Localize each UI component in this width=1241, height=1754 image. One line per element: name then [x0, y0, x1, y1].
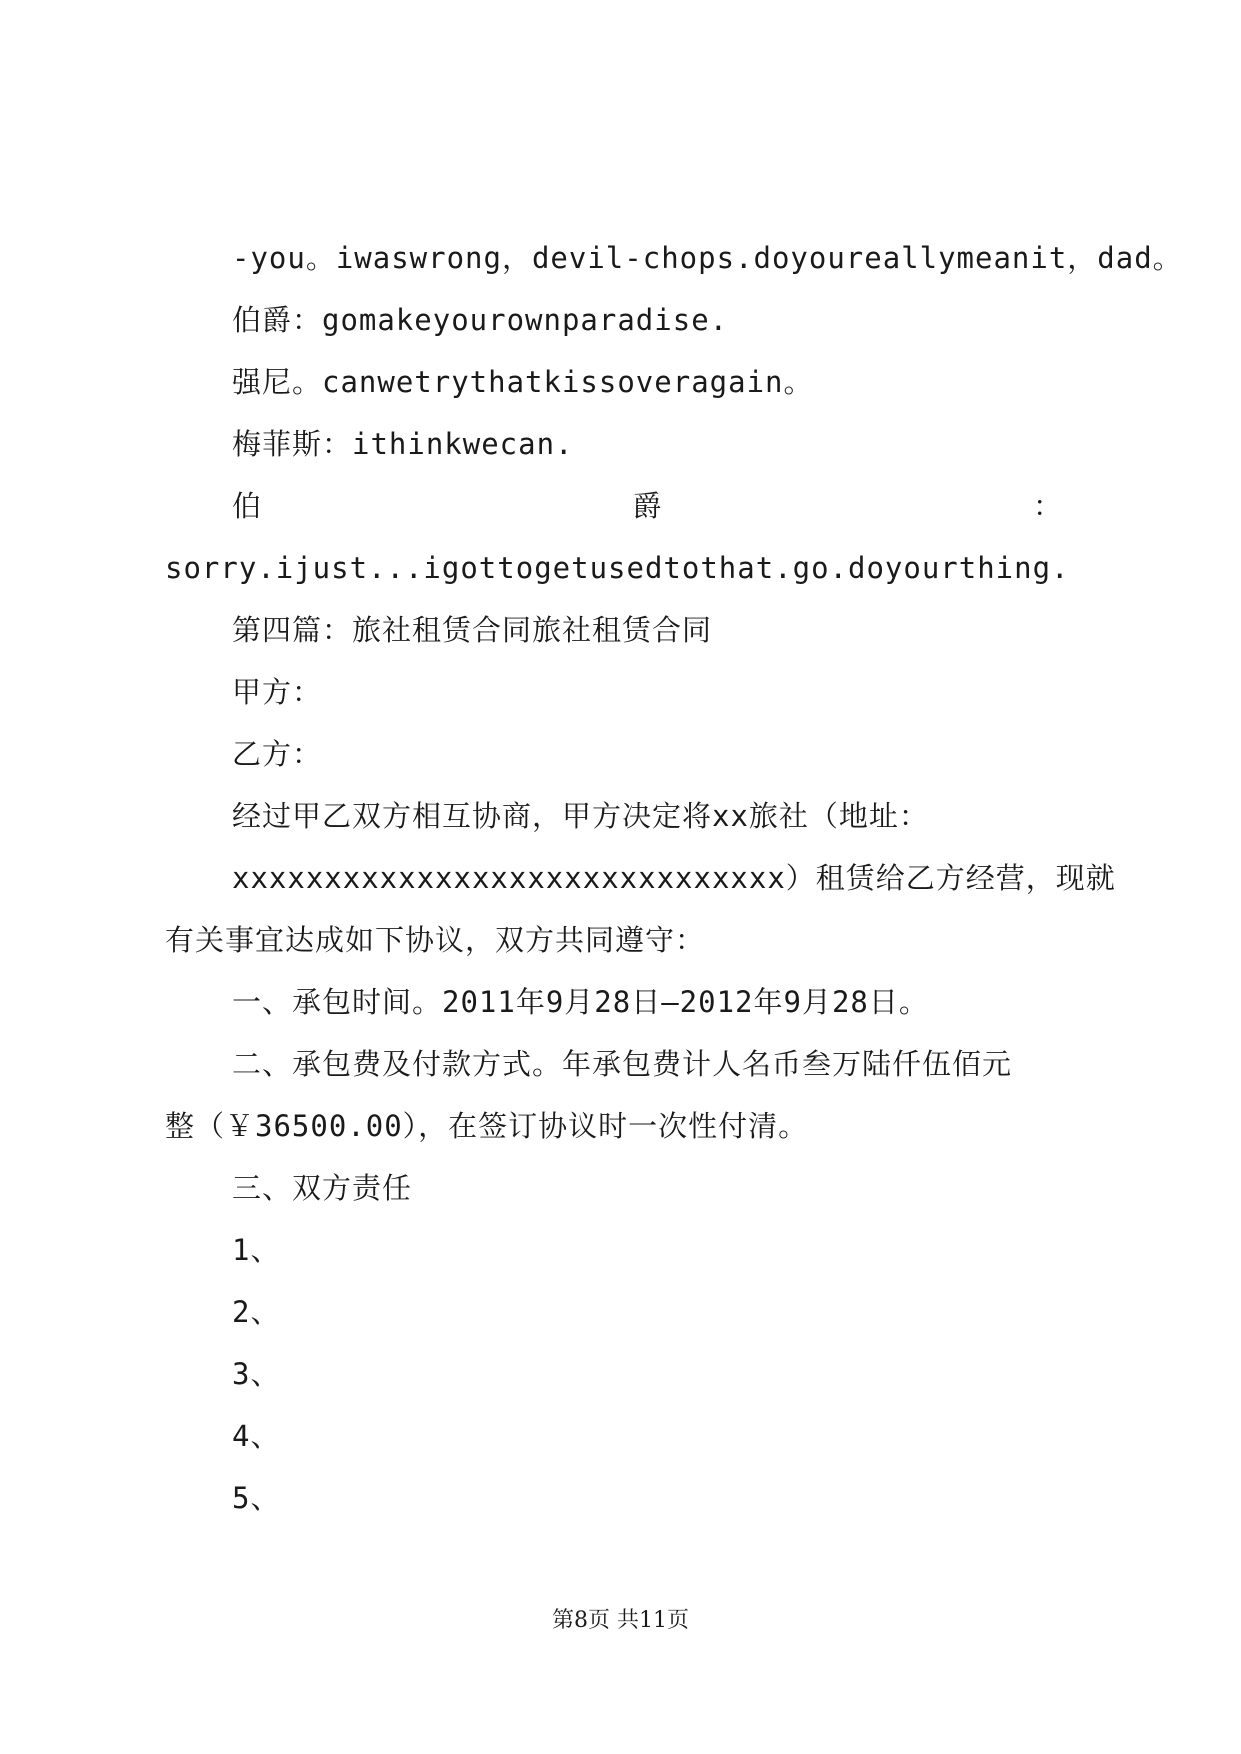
clause-line: 二、承包费及付款方式。年承包费计人名币叁万陆仟伍佰元 [232, 1047, 1013, 1081]
list-item: 1、 [232, 1233, 281, 1267]
clause-line: 一、承包时间。2011年9月28日—2012年9月28日。 [232, 985, 929, 1019]
page-footer: 第8页 共11页 [552, 1608, 689, 1633]
party-a-line: 甲方： [232, 675, 323, 709]
spread-part: 爵 [632, 489, 662, 523]
text-line: xxxxxxxxxxxxxxxxxxxxxxxxxxxxxx）租赁给乙方经营，现就 [232, 861, 1116, 895]
party-b-line: 乙方： [232, 737, 323, 771]
text-line: 经过甲乙双方相互协商，甲方决定将xx旅社（地址： [232, 799, 929, 833]
list-item: 3、 [232, 1357, 281, 1391]
text-line: 梅菲斯：ithinkwecan. [232, 427, 574, 461]
text-line: -you。iwaswrong，devil-chops.doyoureallymeanit，dad。 [232, 241, 1183, 275]
spread-part: 伯 [232, 489, 262, 523]
list-item: 4、 [232, 1419, 281, 1453]
section-heading: 第四篇：旅社租赁合同旅社租赁合同 [232, 613, 713, 647]
list-item: 5、 [232, 1481, 281, 1515]
text-line: sorry.ijust...igottogetusedtothat.go.doyourthing. [165, 551, 1070, 585]
spread-part: ： [1032, 489, 1062, 523]
clause-line: 三、双方责任 [232, 1171, 413, 1205]
spread-text-line [232, 486, 1062, 526]
list-item: 2、 [232, 1295, 281, 1329]
text-line: 有关事宜达成如下协议，双方共同遵守： [165, 923, 706, 957]
text-line: 强尼。canwetrythatkissoveragain。 [232, 365, 814, 399]
text-line: 伯爵：gomakeyourownparadise. [232, 303, 729, 337]
text-line: 整（￥36500.00），在签订协议时一次性付清。 [165, 1109, 809, 1143]
